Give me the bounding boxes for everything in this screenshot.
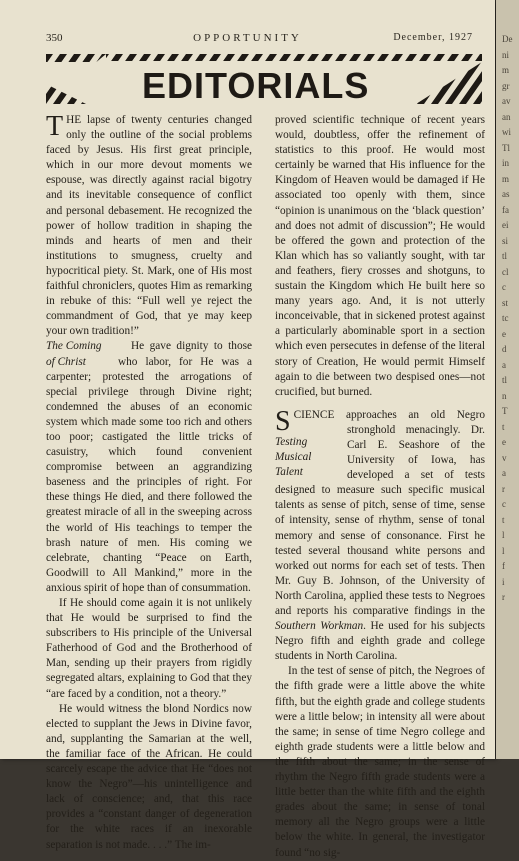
edge-fragment: i	[502, 576, 505, 587]
right-paragraph-1: proved scientific technique of recent years would, doubtless, offer the refinement of statistics to this proof. He would most certainly be warned that His influence for the Kingdom of Heaven would be damaged if He associated too openly with them, since “opinion is unanimous on the ‘black question’ and does not admit of discussion”; He would be offered the gown and protection of the Klan which has so valiantly sought, with tar and feathers, fiery crosses and shotguns, to sustain the Kingdom which He built here so many years ago. And, it is not utterly inconceivable, that in sickened protest against a particularly abominable sport in a section which even persecutes in defense of the literal story of Creation, He would permit Himself again to die between two despised ones—not crucified, but burned.	[275, 114, 485, 398]
left-paragraph-4: He would witness the blond Nordics now elected to supplant the Jews in Divine favor, and, supplanting the Samarian at the well, the familiar face of the African. He could scarcely escape the advice that He “does not know the Negro”—his unintelligence and lack of conscience; and, that this race provides a “constant danger of degeneration for the white races if an inexorable separation is not made. . . .” The im-	[46, 702, 252, 851]
edge-fragment: T	[502, 406, 508, 416]
edge-fragment: v	[502, 452, 507, 463]
edge-fragment: r	[502, 483, 505, 494]
page-number: 350	[46, 32, 63, 44]
edge-fragment: e	[502, 437, 506, 447]
edge-fragment: f	[502, 561, 505, 571]
dropcap-t: T	[46, 111, 64, 142]
issue-date: December, 1927	[393, 32, 473, 43]
right-paragraph-2: S Testing Musical Talent CIENCE approaches an old Negro stronghold menacingly. Dr. Carl E. Seashore of the University of Iowa, has developed a set of tests designed to measure such specific musical talents as sense of pitch, sense of time, sense of intensity, sense of rhythm, sense of tonal memory and sense of consonance. First he tested several thousand white persons and worked out norms for each set of tests. Then Mr. Guy B. Johnson, of the University of North Carolina, applied these tests to Negroes and reports his comparative findings in the Southern Workman. He used for his subjects Negro fifth and eighth grade and college students in North Carolina.	[275, 405, 485, 663]
edge-fragment: av	[502, 96, 511, 106]
banner-top-stripe	[106, 54, 482, 61]
edge-fragment: fa	[502, 204, 509, 215]
banner-title: EDITORIALS	[142, 65, 370, 106]
edge-fragment: tc	[502, 313, 509, 323]
right-paragraph-3: In the test of sense of pitch, the Negroes of the fifth grade were a little above the white fifth, but the eighth grade and college students were a little below; in intensity all were about the same; in sense of time Negro college and eighth grade students were a little below and the fifth about the same; in the sense of rhythm the Negro fifth grade students were a little better than the white fifth and the eighth grades about the same; in sense of tonal memory all the Negro groups were a little below the white. In general, the investigator found “no sig-	[275, 665, 485, 859]
editorials-banner	[46, 54, 482, 104]
left-paragraph-3: If He should come again it is not unlikely that He would be surprised to find the subscribers to His principle of the Universal Fatherhood of God and the Brotherhood of Man, sending up their prayers from rigidly segregated altars, explaining to God that they “are faced by a condition, not a theory.”	[46, 597, 252, 700]
edge-fragment: c	[502, 499, 506, 509]
edge-fragment: e	[502, 328, 506, 339]
edge-fragment: l	[502, 545, 505, 556]
magazine-title: OPPORTUNITY	[193, 32, 302, 44]
edge-fragment: t	[502, 514, 505, 525]
edge-fragment: ei	[502, 220, 509, 230]
edge-fragment: a	[502, 359, 506, 370]
edge-fragment: wi	[502, 127, 511, 137]
edge-fragment: tl	[502, 375, 508, 385]
sidehead-coming-of-christ: The Coming of Christ	[46, 340, 102, 368]
edge-fragment: tl	[502, 251, 508, 261]
facing-page-edge	[496, 0, 519, 759]
edge-fragment: m	[502, 65, 510, 75]
edge-fragment: in	[502, 158, 510, 168]
edge-fragment: d	[502, 344, 507, 354]
sidehead-testing-musical-talent: Testing Musical Talent	[275, 435, 312, 478]
edge-fragment: c	[502, 282, 506, 292]
edge-fragment: Tl	[502, 142, 510, 153]
left-paragraph-1: THE lapse of twenty centuries changed only the outline of the social problems faced by Jesus. His first great principle, which in our more devout moments we espouse, was directly against racial bigotry and its inevitable consequence of conflict and personal debasement. He recognized the power of hollow tradition in shaping the minds and hearts of men and their institutions to smugness, cruelty and hypocritical piety. St. Mark, one of His most faithful chroniclers, quotes Him as remarking in rebuke of this: “Full well ye reject the commandment of God, that ye may keep your own tradition!”	[46, 111, 252, 338]
edge-fragment: l	[502, 530, 505, 540]
edge-fragment: an	[502, 111, 511, 122]
right-column	[275, 113, 485, 861]
edge-fragment: ni	[502, 49, 510, 60]
edge-fragment: r	[502, 592, 505, 602]
left-column	[46, 113, 252, 853]
left-paragraph-2: The Coming of Christ He gave dignity to those who labor, for He was a carpenter; protested the arrogations of special privilege through Divine right; condemned the abuses of an economic system which made some too rich and others too poor; castigated the little tricks of casuistry, which found convenient compromise between an aggrandizing baseness and the principles of right. For these things He died, and there followed the greatest miracle of all in the sweeping across the world of His teachings to temper the brash nature of men. His coming we celebrate, chanting “Peace on Earth, Goodwill to All Mankind,” more in the anxious spirit of hope than of consummation.	[46, 340, 252, 594]
edge-fragment: st	[502, 297, 509, 308]
edge-fragment: t	[502, 421, 505, 432]
edge-fragment: gr	[502, 80, 510, 91]
edge-fragment: a	[502, 468, 506, 478]
edge-fragment: cl	[502, 266, 509, 277]
dropcap-s: S	[275, 405, 291, 437]
edge-fragment: m	[502, 173, 510, 184]
edge-fragment: as	[502, 189, 510, 199]
edge-fragment: n	[502, 390, 507, 401]
journal-title: Southern Workman	[275, 620, 364, 633]
edge-fragment: si	[502, 235, 509, 246]
edge-fragment: De	[502, 34, 513, 44]
